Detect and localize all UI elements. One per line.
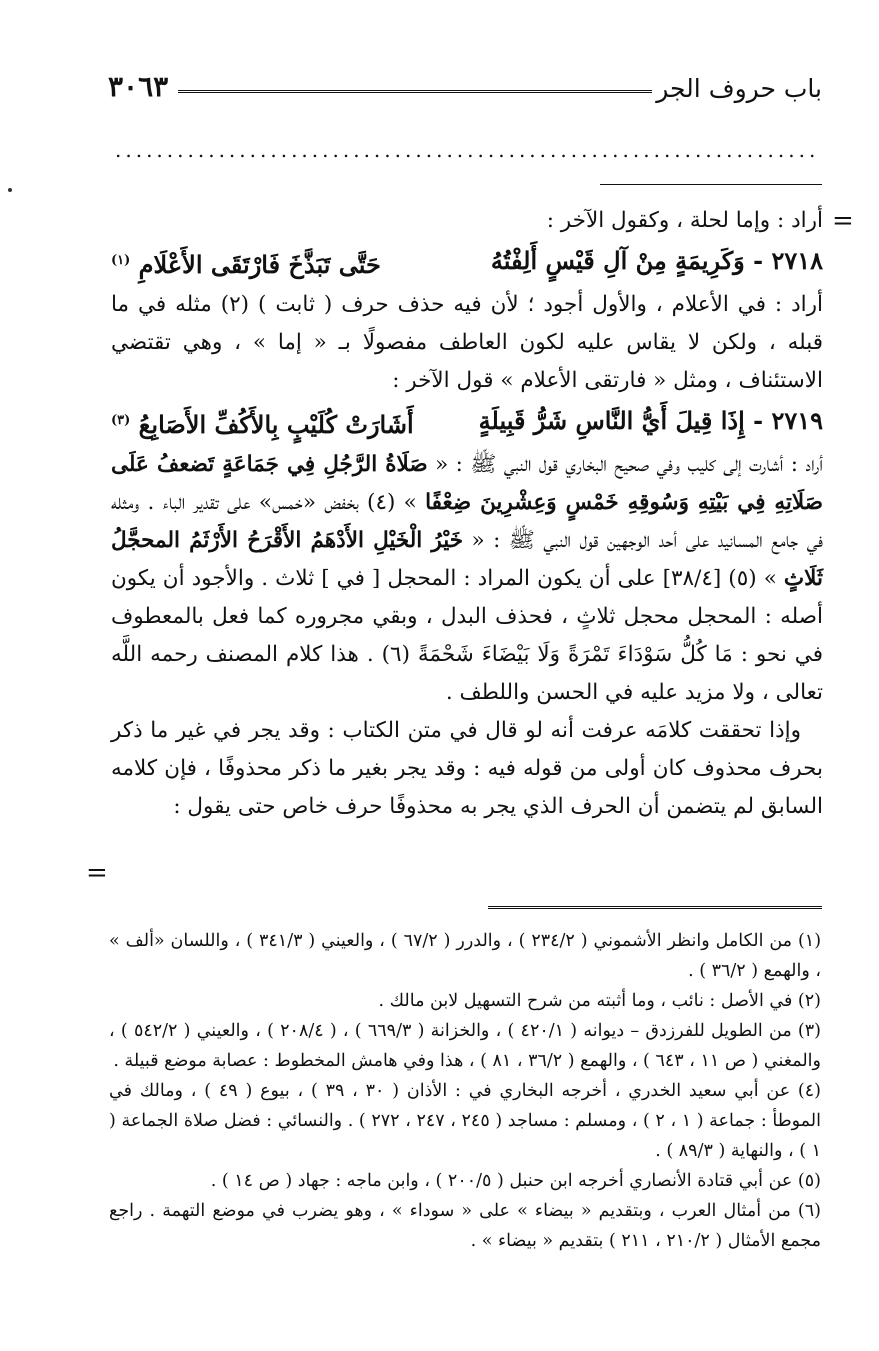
footnote-3: (٣) من الطويل للفرزدق – ديوانه ( ٤٢٠/١ ) ، والخزانة ( ٦٦٩/٣ ) ، ( ٢٠٨/٤ ) ، والعيني ( ٥٤٢/٢ ) ، والمغني ( ص ١١ ، ٦٤٣ ) ، والهمع ( ٣٦/٢ ، ٨١ ) ، هذا وفي هامش المخطوط : عصابة موضع قبيلة . (109, 1021, 821, 1071)
footnote-5: (٥) عن أبي قتادة الأنصاري أخرجه ابن حنبل ( ٢٠٠/٥ ) ، وابن ماجه : جهاد ( ص ١٤ ) . (210, 1171, 821, 1191)
verse-2718 (111, 240, 823, 286)
continuation-dots: .................................................................... (115, 138, 820, 162)
verse-number: ٢٧١٨ - (753, 246, 823, 275)
paragraph-2: أراد : في الأعلام ، والأول أجود ؛ لأن فيه حذف حرف ( ثابت ) (٢) مثله في ما قبله ، ولكن لا يقاس عليه لكون العاطف مفصولًا بـ « إما » ، وهي تقتضي الاستئناف ، ومثل « فارتقى الأعلام » قول الآخر : (111, 292, 823, 393)
footnote-rule (488, 906, 822, 909)
paragraph-4: وإذا تحققت كلامَه عرفت أنه لو قال في متن الكتاب : وقد يجر في غير ما ذكر بحرف محذوف كان أولى من قوله فيه : وقد يجر بغير ما ذكر محذوفًا ، فإن كلامه السابق لم يتضمن أن الحرف الذي يجر به محذوفًا حرف خاص حتى يقول : (111, 718, 823, 819)
verse-hemistich-1: وَكَرِيمَةٍ مِنْ آلِ قَيْسٍ أَلِفْتُهُ (490, 246, 745, 275)
section-rule (600, 184, 822, 185)
page-header (108, 68, 822, 108)
main-text (111, 202, 823, 826)
hadith-quote-1: صَلَاةُ الرَّجُلِ فِي جَمَاعَةٍ تَضعفُ عَلَى صَلَاتِهِ فِي بَيْتِهِ وَسُوقِهِ خَمْسٍ وَعِشْرِينَ ضِعْفًا (111, 452, 823, 515)
paragraph-3-text-d: (٦) . هذا كلام المصنف رحمه اللَّه تعالى ، ولا مزيد عليه في الحسن واللطف . (111, 642, 823, 705)
verse-number: ٢٧١٩ - (753, 406, 823, 435)
verse-hemistich-2: حَتَّى تَبَذَّخَ فَارْتَقَى الأَعْلَامِ (138, 250, 381, 279)
paragraph-1: أراد : وإما لحلة ، وكقول الآخر : (546, 208, 823, 233)
paragraph-3 (111, 446, 823, 712)
paragraph-3-text-a: أراد : أشارت إلى كليب وفي صحيح البخاري قول النبي ﷺ : « (435, 452, 824, 477)
chapter-title: باب حروف الجر (656, 74, 822, 103)
verse-first-half (491, 240, 823, 286)
paragraph-3-text-b: » (٤) بخفض «خمس» على تقدير الباء . ومثله في جامع المسانيد على أحد الوجهين قول النبي ﷺ : « (111, 490, 823, 553)
proverb-quote: مَا كُلُّ سَوْدَاءَ تَمْرَةً وَلَا بَيْضَاءَ شَحْمَةً (417, 642, 733, 667)
paragraph-3-text-c: » (٥) [٣٨/٤] على أن يكون المراد : المحجل [ في ] ثلاث . والأجود أن يكون أصله : المحجل محجل ثلاثٍ ، فحذف البدل ، وبقي مجروره كما فعل بالمعطوف في نحو : (111, 566, 823, 667)
footnote-6: (٦) من أمثال العرب ، وبتقديم « بيضاء » على « سوداء » ، وهو يضرب في موضع التهمة . راجع مجمع الأمثال ( ٢١٠/٢ ، ٢١١ ) بتقديم « بيضاء » . (109, 1201, 821, 1251)
footnotes (109, 926, 821, 1256)
hadith-quote-2: خَيْرُ الْخَيْلِ الأَدْهَمُ الأَقْرَحُ الأَرْثَمُ المحجَّلُ ثَلَاثٍ (111, 528, 823, 591)
margin-speck (8, 188, 12, 192)
page-number: ٣٠٦٣ (108, 70, 169, 103)
continuation-mark-top: = (832, 206, 854, 236)
header-rule (178, 90, 652, 93)
verse-hemistich-1: إِذَا قِيلَ أَيُّ النَّاسِ شَرُّ قَبِيلَةٍ (478, 406, 745, 435)
verse-first-half (479, 400, 823, 446)
footnote-ref: (١) (111, 253, 131, 268)
verse-2719 (111, 400, 823, 446)
footnote-ref: (٣) (111, 413, 131, 428)
footnote-1: (١) من الكامل وانظر الأشموني ( ٢٣٤/٢ ) ، والدرر ( ٦٧/٢ ) ، والعيني ( ٣٤١/٣ ) ، واللسان «ألف » ، والهمع ( ٣٦/٢ ) . (109, 931, 822, 981)
verse-second-half (111, 240, 381, 286)
footnote-4: (٤) عن أبي سعيد الخدري ، أخرجه البخاري في : الأذان ( ٣٠ ، ٣٩ ) ، بيوع ( ٤٩ ) ، ومالك في الموطأ : جماعة ( ١ ، ٢ ) ، ومسلم : مساجد ( ٢٤٥ ، ٢٤٧ ، ٢٧٢ ) . والنسائي : فضل صلاة الجماعة ( ١ ) ، والنهاية ( ٨٩/٣ ) . (109, 1081, 821, 1161)
verse-hemistich-2: أَشَارَتْ كُلَيْبٍ بِالأَكُفِّ الأَصَابِعُ (138, 410, 414, 439)
continuation-mark-bottom: = (86, 858, 108, 888)
verse-second-half (111, 400, 414, 446)
footnote-2: (٢) في الأصل : نائب ، وما أثبته من شرح التسهيل لابن مالك . (378, 991, 821, 1011)
